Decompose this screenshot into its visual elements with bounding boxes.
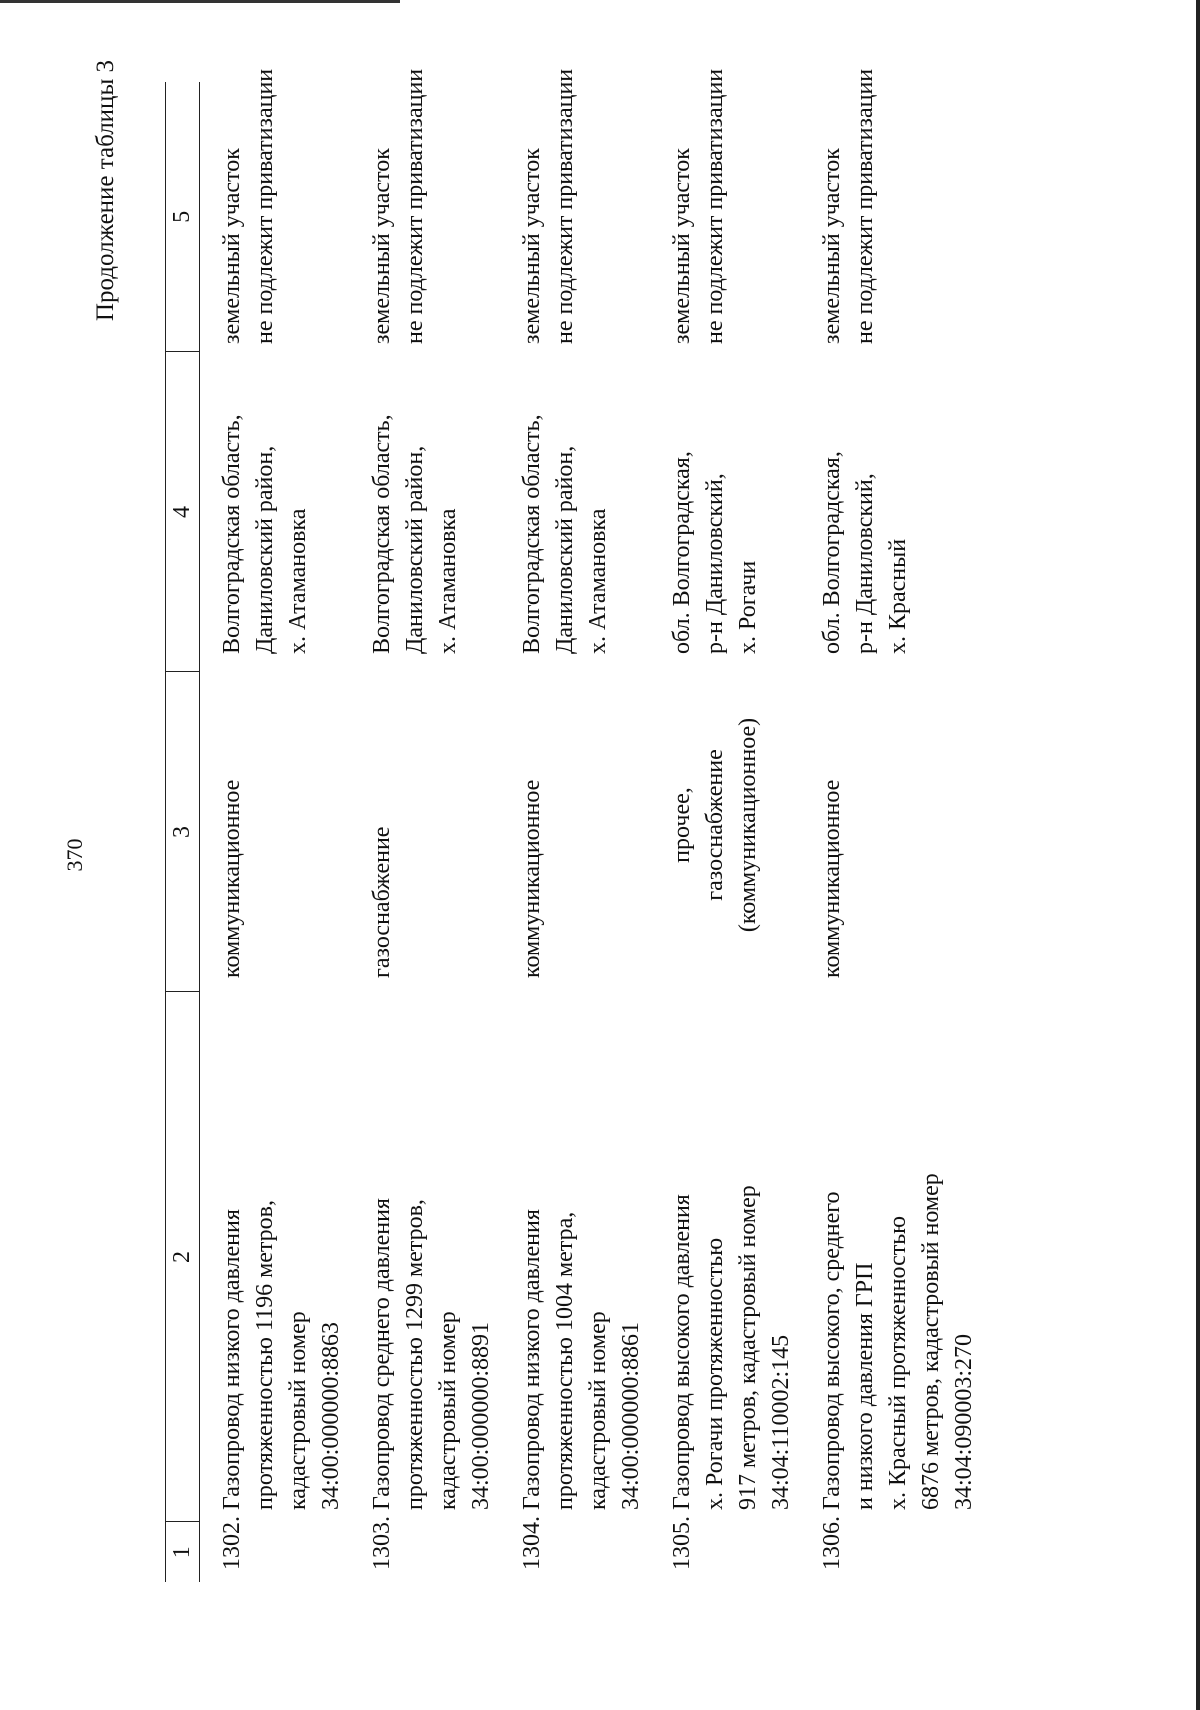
purpose-cell <box>366 672 516 992</box>
address-cell <box>516 352 666 672</box>
address-line: Волгоградская область, <box>369 414 395 654</box>
column-header: 1 <box>166 1522 200 1582</box>
note-cell <box>516 68 666 352</box>
purpose-line: газоснабжение <box>369 826 395 978</box>
row-number: 1305. <box>669 1516 695 1570</box>
column-header: 3 <box>166 672 200 992</box>
note-line: не подлежит приватизации <box>552 68 578 344</box>
table-row <box>516 82 666 1582</box>
row-number: 1304. <box>519 1516 545 1570</box>
description-line: 34:04:090003:270 <box>951 1333 977 1510</box>
purpose-cell <box>666 672 816 992</box>
property-table <box>165 68 981 1582</box>
purpose-line: прочее, <box>669 787 695 863</box>
address-line: х. Красный <box>885 538 911 654</box>
table-continuation-label: Продолжение таблицы 3 <box>92 60 119 322</box>
note-cell <box>816 68 981 352</box>
description-line: протяженностью 1299 метров, <box>402 1199 428 1510</box>
address-line: обл. Волгоградская, <box>819 451 845 654</box>
note-line: не подлежит приватизации <box>402 68 428 344</box>
note-line: земельный участок <box>219 148 245 344</box>
table-row <box>666 82 816 1582</box>
address-line: Даниловский район, <box>252 445 278 654</box>
description-line: Газопровод низкого давления <box>519 1209 545 1510</box>
address-line: Волгоградская область, <box>219 414 245 654</box>
description-line: 34:04:110002:145 <box>768 1334 794 1510</box>
address-line: р-н Даниловский, <box>852 473 878 654</box>
note-cell <box>666 68 816 352</box>
address-line: Волгоградская область, <box>519 414 545 654</box>
address-line: р-н Даниловский, <box>702 473 728 654</box>
table-row <box>366 82 516 1582</box>
address-line: х. Рогачи <box>735 560 761 654</box>
note-line: земельный участок <box>369 148 395 344</box>
description-line: кадастровый номер <box>285 1311 311 1510</box>
description-line: х. Рогачи протяженностью <box>702 1237 728 1510</box>
description-line: Газопровод низкого давления <box>219 1209 245 1510</box>
description-line: х. Красный протяженностью <box>885 1215 911 1510</box>
description-line: кадастровый номер <box>435 1311 461 1510</box>
note-line: земельный участок <box>669 148 695 344</box>
note-cell <box>200 68 367 352</box>
address-line: х. Атамановка <box>585 508 611 654</box>
address-line: Даниловский район, <box>552 445 578 654</box>
row-number-cell <box>366 1516 516 1582</box>
object-description-cell <box>666 992 816 1522</box>
purpose-line: газоснабжение <box>702 749 728 901</box>
note-cell <box>366 68 516 352</box>
row-number-cell <box>516 1516 666 1582</box>
description-line: Газопровод высокого, среднего <box>819 1191 845 1510</box>
table-row <box>200 82 367 1582</box>
purpose-line: коммуникационное <box>219 779 245 978</box>
purpose-cell <box>816 672 981 992</box>
note-line: не подлежит приватизации <box>252 68 278 344</box>
row-number: 1302. <box>219 1516 245 1570</box>
row-number: 1303. <box>369 1516 395 1570</box>
object-description-cell <box>516 992 666 1522</box>
purpose-line: коммуникационное <box>519 779 545 978</box>
description-line: 917 метров, кадастровый номер <box>735 1185 761 1510</box>
purpose-cell <box>200 672 367 992</box>
note-line: не подлежит приватизации <box>852 68 878 344</box>
description-line: 34:00:000000:8863 <box>318 1321 344 1510</box>
purpose-line: (коммуникационное) <box>735 717 761 933</box>
purpose-line: коммуникационное <box>819 779 845 978</box>
column-header: 5 <box>166 82 200 352</box>
address-line: Даниловский район, <box>402 445 428 654</box>
address-line: обл. Волгоградская, <box>669 451 695 654</box>
description-line: кадастровый номер <box>585 1311 611 1510</box>
row-number-cell <box>816 1516 981 1582</box>
address-cell <box>200 352 367 672</box>
table-header-row <box>166 82 200 1582</box>
column-header: 4 <box>166 352 200 672</box>
address-cell <box>816 352 981 672</box>
address-cell <box>666 352 816 672</box>
column-header: 2 <box>166 992 200 1522</box>
address-line: х. Атамановка <box>435 508 461 654</box>
page-number: 370 <box>62 838 87 872</box>
description-line: Газопровод высокого давления <box>669 1194 695 1510</box>
purpose-cell <box>516 672 666 992</box>
description-line: протяженностью 1004 метра, <box>552 1211 578 1510</box>
address-cell <box>366 352 516 672</box>
description-line: протяженностью 1196 метров, <box>252 1199 278 1510</box>
description-line: и низкого давления ГРП <box>852 1262 878 1510</box>
row-number-cell <box>200 1516 367 1582</box>
description-line: 34:00:000000:8861 <box>618 1321 644 1510</box>
note-line: земельный участок <box>519 148 545 344</box>
object-description-cell <box>366 992 516 1522</box>
note-line: земельный участок <box>819 148 845 344</box>
row-number-cell <box>666 1516 816 1582</box>
description-line: Газопровод среднего давления <box>369 1198 395 1510</box>
object-description-cell <box>816 992 981 1522</box>
table-row <box>816 82 981 1582</box>
description-line: 34:00:000000:8891 <box>468 1321 494 1510</box>
description-line: 6876 метров, кадастровый номер <box>918 1173 944 1510</box>
object-description-cell <box>200 992 367 1522</box>
address-line: х. Атамановка <box>285 508 311 654</box>
note-line: не подлежит приватизации <box>702 68 728 344</box>
row-number: 1306. <box>819 1516 845 1570</box>
